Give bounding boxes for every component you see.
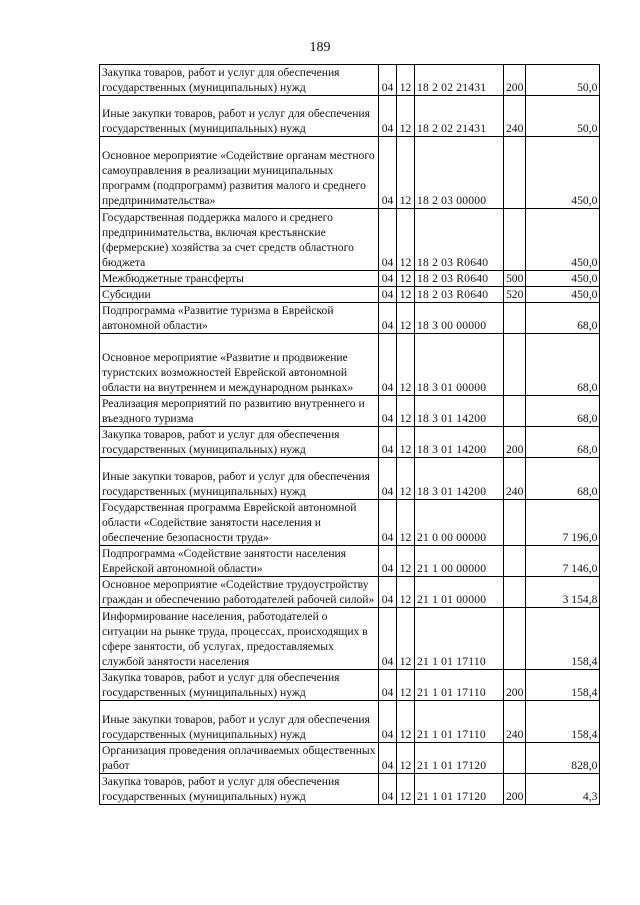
table-row bbox=[100, 65, 600, 96]
row-expense-type: 200 bbox=[504, 65, 526, 96]
row-subsection-code: 12 bbox=[397, 303, 415, 334]
row-expense-type: 240 bbox=[504, 701, 526, 743]
row-description bbox=[100, 396, 379, 427]
row-expense-type bbox=[504, 577, 526, 608]
row-description-text: Основное мероприятие «Развитие и продвижение туристских возможностей Еврейской автономной области на внутреннем и международном рынках» bbox=[102, 351, 354, 394]
row-description bbox=[100, 701, 379, 743]
row-description bbox=[100, 96, 379, 137]
row-subsection-code: 12 bbox=[397, 209, 415, 271]
table-row bbox=[100, 209, 600, 271]
row-amount: 7 196,0 bbox=[526, 500, 600, 546]
row-subsection-code: 12 bbox=[397, 701, 415, 743]
row-expense-type bbox=[504, 743, 526, 774]
row-section-code: 04 bbox=[379, 546, 397, 577]
row-subsection-code: 12 bbox=[397, 743, 415, 774]
row-amount: 828,0 bbox=[526, 743, 600, 774]
row-description bbox=[100, 65, 379, 96]
row-amount: 158,4 bbox=[526, 608, 600, 670]
row-target-code: 18 2 02 21431 bbox=[415, 96, 504, 137]
row-subsection-code: 12 bbox=[397, 334, 415, 396]
table-row bbox=[100, 546, 600, 577]
row-expense-type bbox=[504, 303, 526, 334]
row-subsection-code: 12 bbox=[397, 271, 415, 287]
row-description-text: Иные закупки товаров, работ и услуг для обеспечения государственных (муниципальных) нужд bbox=[102, 713, 370, 741]
table-row bbox=[100, 577, 600, 608]
row-amount: 68,0 bbox=[526, 303, 600, 334]
row-expense-type bbox=[504, 209, 526, 271]
row-section-code: 04 bbox=[379, 303, 397, 334]
page-number: 189 bbox=[309, 40, 331, 55]
row-subsection-code: 12 bbox=[397, 287, 415, 303]
row-amount: 50,0 bbox=[526, 65, 600, 96]
row-description bbox=[100, 458, 379, 500]
row-description-text: Закупка товаров, работ и услуг для обеспечения государственных (муниципальных) нужд bbox=[102, 775, 340, 803]
row-section-code: 04 bbox=[379, 396, 397, 427]
row-amount: 450,0 bbox=[526, 287, 600, 303]
row-target-code: 18 3 01 14200 bbox=[415, 396, 504, 427]
table-row bbox=[100, 608, 600, 670]
row-subsection-code: 12 bbox=[397, 137, 415, 209]
row-expense-type bbox=[504, 608, 526, 670]
row-description-text: Закупка товаров, работ и услуг для обеспечения государственных (муниципальных) нужд bbox=[102, 428, 340, 456]
row-subsection-code: 12 bbox=[397, 670, 415, 701]
row-target-code: 21 1 01 17110 bbox=[415, 670, 504, 701]
row-subsection-code: 12 bbox=[397, 546, 415, 577]
row-amount: 450,0 bbox=[526, 271, 600, 287]
row-target-code: 18 2 03 R0640 bbox=[415, 209, 504, 271]
row-description bbox=[100, 287, 379, 303]
row-target-code: 21 0 00 00000 bbox=[415, 500, 504, 546]
row-section-code: 04 bbox=[379, 500, 397, 546]
row-target-code: 18 2 03 R0640 bbox=[415, 287, 504, 303]
row-description-text: Подпрограмма «Развитие туризма в Еврейской автономной области» bbox=[102, 304, 334, 332]
row-description-text: Основное мероприятие «Содействие трудоустройству граждан и обеспечению работодателей рабочей силой» bbox=[102, 578, 375, 606]
row-amount: 3 154,8 bbox=[526, 577, 600, 608]
row-description-text: Межбюджетные трансферты bbox=[102, 272, 244, 285]
row-description bbox=[100, 546, 379, 577]
row-amount: 158,4 bbox=[526, 701, 600, 743]
table-row bbox=[100, 458, 600, 500]
table-row bbox=[100, 396, 600, 427]
row-target-code: 18 3 01 00000 bbox=[415, 334, 504, 396]
row-section-code: 04 bbox=[379, 458, 397, 500]
row-description bbox=[100, 271, 379, 287]
row-target-code: 21 1 01 17120 bbox=[415, 774, 504, 805]
row-subsection-code: 12 bbox=[397, 458, 415, 500]
row-target-code: 21 1 01 00000 bbox=[415, 577, 504, 608]
row-description bbox=[100, 427, 379, 458]
table-row bbox=[100, 427, 600, 458]
row-section-code: 04 bbox=[379, 577, 397, 608]
row-section-code: 04 bbox=[379, 427, 397, 458]
table-row bbox=[100, 303, 600, 334]
table-row bbox=[100, 701, 600, 743]
row-target-code: 21 1 01 17110 bbox=[415, 608, 504, 670]
row-amount: 50,0 bbox=[526, 96, 600, 137]
row-expense-type bbox=[504, 137, 526, 209]
table-row bbox=[100, 500, 600, 546]
row-expense-type bbox=[504, 500, 526, 546]
row-section-code: 04 bbox=[379, 670, 397, 701]
table-row bbox=[100, 271, 600, 287]
row-section-code: 04 bbox=[379, 774, 397, 805]
row-expense-type: 200 bbox=[504, 670, 526, 701]
row-target-code: 18 2 03 R0640 bbox=[415, 271, 504, 287]
row-amount: 68,0 bbox=[526, 396, 600, 427]
row-description-text: Реализация мероприятий по развитию внутреннего и въездного туризма bbox=[102, 397, 365, 425]
row-expense-type bbox=[504, 396, 526, 427]
row-description-text: Государственная поддержка малого и среднего предпринимательства, включая крестьянские (фермерские) хозяйства за счет средств областного бюджета bbox=[102, 211, 354, 269]
row-description bbox=[100, 743, 379, 774]
row-section-code: 04 bbox=[379, 65, 397, 96]
row-amount: 68,0 bbox=[526, 458, 600, 500]
row-description-text: Государственная программа Еврейской автономной области «Содействие занятости населения и обеспечение безопасности труда» bbox=[102, 501, 357, 544]
row-amount: 68,0 bbox=[526, 427, 600, 458]
table-row bbox=[100, 96, 600, 137]
row-description-text: Закупка товаров, работ и услуг для обеспечения государственных (муниципальных) нужд bbox=[102, 671, 340, 699]
row-description-text: Иные закупки товаров, работ и услуг для обеспечения государственных (муниципальных) нужд bbox=[102, 107, 370, 135]
row-expense-type bbox=[504, 334, 526, 396]
row-section-code: 04 bbox=[379, 743, 397, 774]
row-subsection-code: 12 bbox=[397, 774, 415, 805]
table-row bbox=[100, 670, 600, 701]
row-amount: 158,4 bbox=[526, 670, 600, 701]
row-expense-type: 240 bbox=[504, 96, 526, 137]
table-row bbox=[100, 137, 600, 209]
row-subsection-code: 12 bbox=[397, 65, 415, 96]
row-section-code: 04 bbox=[379, 701, 397, 743]
row-description bbox=[100, 577, 379, 608]
row-target-code: 18 3 00 00000 bbox=[415, 303, 504, 334]
row-section-code: 04 bbox=[379, 334, 397, 396]
row-section-code: 04 bbox=[379, 287, 397, 303]
row-section-code: 04 bbox=[379, 96, 397, 137]
table-row bbox=[100, 774, 600, 805]
row-description bbox=[100, 137, 379, 209]
row-description bbox=[100, 334, 379, 396]
row-expense-type: 500 bbox=[504, 271, 526, 287]
row-subsection-code: 12 bbox=[397, 608, 415, 670]
row-amount: 450,0 bbox=[526, 137, 600, 209]
row-section-code: 04 bbox=[379, 608, 397, 670]
row-target-code: 18 3 01 14200 bbox=[415, 427, 504, 458]
row-description-text: Информирование населения, работодателей о ситуации на рынке труда, процессах, происходящих в сфере занятости, об услугах, предоставляемых службой занятости населения bbox=[102, 610, 368, 668]
row-target-code: 21 1 00 00000 bbox=[415, 546, 504, 577]
row-description bbox=[100, 500, 379, 546]
row-amount: 68,0 bbox=[526, 334, 600, 396]
row-description-text: Организация проведения оплачиваемых общественных работ bbox=[102, 744, 376, 772]
row-description bbox=[100, 608, 379, 670]
table-row bbox=[100, 334, 600, 396]
row-target-code: 18 2 02 21431 bbox=[415, 65, 504, 96]
row-description-text: Подпрограмма «Содействие занятости населения Еврейской автономной области» bbox=[102, 547, 347, 575]
table-row bbox=[100, 743, 600, 774]
table-row bbox=[100, 287, 600, 303]
row-amount: 450,0 bbox=[526, 209, 600, 271]
row-expense-type: 200 bbox=[504, 774, 526, 805]
row-expense-type: 240 bbox=[504, 458, 526, 500]
row-description-text: Закупка товаров, работ и услуг для обеспечения государственных (муниципальных) нужд bbox=[102, 66, 340, 94]
row-target-code: 18 2 03 00000 bbox=[415, 137, 504, 209]
row-target-code: 21 1 01 17120 bbox=[415, 743, 504, 774]
row-target-code: 18 3 01 14200 bbox=[415, 458, 504, 500]
row-amount: 4,3 bbox=[526, 774, 600, 805]
row-subsection-code: 12 bbox=[397, 577, 415, 608]
row-section-code: 04 bbox=[379, 209, 397, 271]
budget-table bbox=[99, 64, 600, 805]
row-subsection-code: 12 bbox=[397, 427, 415, 458]
row-description-text: Основное мероприятие «Содействие органам местного самоуправления в реализации муниципальных программ (подпрограмм) развития малого и среднего предпринимательства» bbox=[102, 149, 375, 207]
row-section-code: 04 bbox=[379, 271, 397, 287]
row-expense-type: 200 bbox=[504, 427, 526, 458]
row-target-code: 21 1 01 17110 bbox=[415, 701, 504, 743]
row-expense-type bbox=[504, 546, 526, 577]
budget-table-body bbox=[100, 65, 600, 805]
row-description bbox=[100, 303, 379, 334]
row-description bbox=[100, 670, 379, 701]
row-section-code: 04 bbox=[379, 137, 397, 209]
row-description-text: Субсидии bbox=[102, 288, 151, 301]
row-subsection-code: 12 bbox=[397, 500, 415, 546]
row-description-text: Иные закупки товаров, работ и услуг для обеспечения государственных (муниципальных) нужд bbox=[102, 470, 370, 498]
row-description bbox=[100, 209, 379, 271]
row-expense-type: 520 bbox=[504, 287, 526, 303]
row-subsection-code: 12 bbox=[397, 396, 415, 427]
row-subsection-code: 12 bbox=[397, 96, 415, 137]
row-description bbox=[100, 774, 379, 805]
row-amount: 7 146,0 bbox=[526, 546, 600, 577]
